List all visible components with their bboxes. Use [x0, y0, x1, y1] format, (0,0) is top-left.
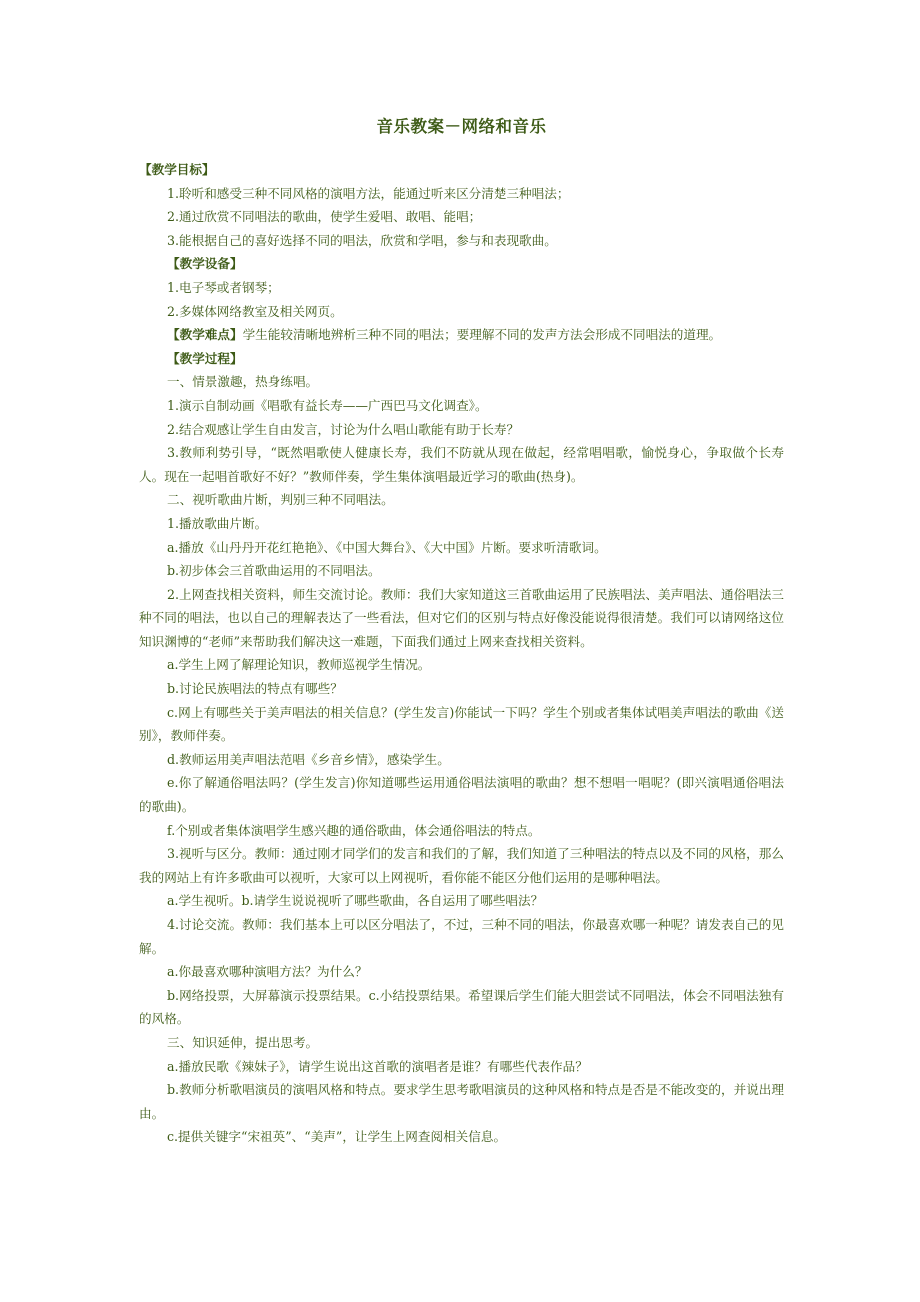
- document-title: 音乐教案－网络和音乐: [376, 117, 547, 136]
- paragraph: 3.视听与区分。教师：通过刚才同学们的发言和我们的了解，我们知道了三种唱法的特点以及不同的风格，那么我的网站上有许多歌曲可以视听，大家可以上网视听，看你能不能区分他们运用的是哪种唱法。: [139, 846, 784, 885]
- paragraph: a.学生视听。b.请学生说说视听了哪些歌曲，各自运用了哪些唱法？: [167, 893, 544, 909]
- paragraph: 2.通过欣赏不同唱法的歌曲，使学生爱唱、敢唱、能唱；: [167, 209, 482, 225]
- section-heading: 【教学设备】: [167, 256, 243, 272]
- paragraph: b.教师分析歌唱演员的演唱风格和特点。要求学生思考歌唱演员的这种风格和特点是否是不能改变的，并说出理由。: [139, 1082, 784, 1121]
- paragraph: 3.教师利势引导，“既然唱歌使人健康长寿，我们不防就从现在做起，经常唱唱歌，愉悦身心，争取做个长寿人。现在一起唱首歌好不好？”教师伴奏，学生集体演唱最近学习的歌曲(热身)。: [139, 445, 784, 484]
- paragraph: 二、视听歌曲片断，判别三种不同唱法。: [167, 492, 394, 508]
- paragraph: d.教师运用美声唱法范唱《乡音乡情》，感染学生。: [167, 751, 450, 767]
- inline-heading: 【教学难点】: [167, 327, 243, 343]
- paragraph: c.提供关键字“宋祖英”、“美声”，让学生上网查阅相关信息。: [167, 1129, 507, 1145]
- paragraph: 1.电子琴或者钢琴；: [167, 279, 280, 295]
- paragraph: 1.演示自制动画《唱歌有益长寿——广西巴马文化调查》。: [167, 397, 488, 413]
- section-heading: 【教学过程】: [167, 350, 243, 366]
- paragraph: 1.聆听和感受三种不同风格的演唱方法，能通过听来区分清楚三种唱法；: [167, 185, 570, 201]
- paragraph: b.初步体会三首歌曲运用的不同唱法。: [167, 563, 381, 579]
- paragraph: f.个别或者集体演唱学生感兴趣的通俗歌曲，体会通俗唱法的特点。: [167, 822, 541, 838]
- paragraph: a.播放《山丹丹开花红艳艳》、《中国大舞台》、《大中国》片断。要求听清歌词。: [167, 539, 607, 555]
- paragraph: b.讨论民族唱法的特点有哪些？: [167, 681, 343, 697]
- paragraph: a.学生上网了解理论知识，教师巡视学生情况。: [167, 657, 431, 673]
- paragraph: 3.能根据自己的喜好选择不同的唱法，欣赏和学唱，参与和表现歌曲。: [167, 232, 557, 248]
- paragraph: c.网上有哪些关于美声唱法的相关信息？(学生发言)你能试一下吗？学生个别或者集体试唱美声唱法的歌曲《送别》，教师伴奏。: [139, 704, 784, 744]
- paragraph: 2.结合观感让学生自由发言，讨论为什么唱山歌能有助于长寿？: [167, 421, 520, 437]
- section-heading: 【教学目标】: [139, 162, 215, 177]
- paragraph: 三、知识延伸，提出思考。: [167, 1034, 319, 1050]
- paragraph-text: 学生能较清晰地辨析三种不同的唱法；要理解不同的发声方法会形成不同唱法的道理。: [242, 327, 722, 343]
- paragraph: e.你了解通俗唱法吗？(学生发言)你知道哪些运用通俗唱法演唱的歌曲？想不想唱一唱呢？(即兴演唱通俗唱法的歌曲)。: [139, 775, 784, 815]
- paragraph-with-heading: [139, 323, 784, 347]
- paragraph: a.你最喜欢哪种演唱方法？为什么？: [167, 964, 368, 980]
- paragraph: 1.播放歌曲片断。: [167, 515, 268, 531]
- paragraph: 2.上网查找相关资料，师生交流讨论。教师：我们大家知道这三首歌曲运用了民族唱法、美声唱法、通俗唱法三种不同的唱法，也以自己的理解表达了一些看法，但对它们的区别与特点好像没能说得很清楚。我们可以请网络这位知识渊博的“老师”来帮助我们解决这一难题，下面我们通过上网来查找相关资料。: [139, 586, 784, 649]
- paragraph: b.网络投票，大屏幕演示投票结果。c.小结投票结果。希望课后学生们能大胆尝试不同唱法，体会不同唱法独有的风格。: [139, 987, 784, 1027]
- paragraph: a.播放民歌《辣妹子》，请学生说出这首歌的演唱者是谁？有哪些代表作品？: [167, 1058, 588, 1074]
- paragraph: 4.讨论交流。教师：我们基本上可以区分唱法了，不过，三种不同的唱法，你最喜欢哪一种呢？请发表自己的见解。: [139, 917, 784, 956]
- paragraph: 2.多媒体网络教室及相关网页。: [167, 303, 343, 319]
- document-body: [139, 158, 784, 1149]
- paragraph: 一、情景激趣，热身练唱。: [167, 374, 319, 390]
